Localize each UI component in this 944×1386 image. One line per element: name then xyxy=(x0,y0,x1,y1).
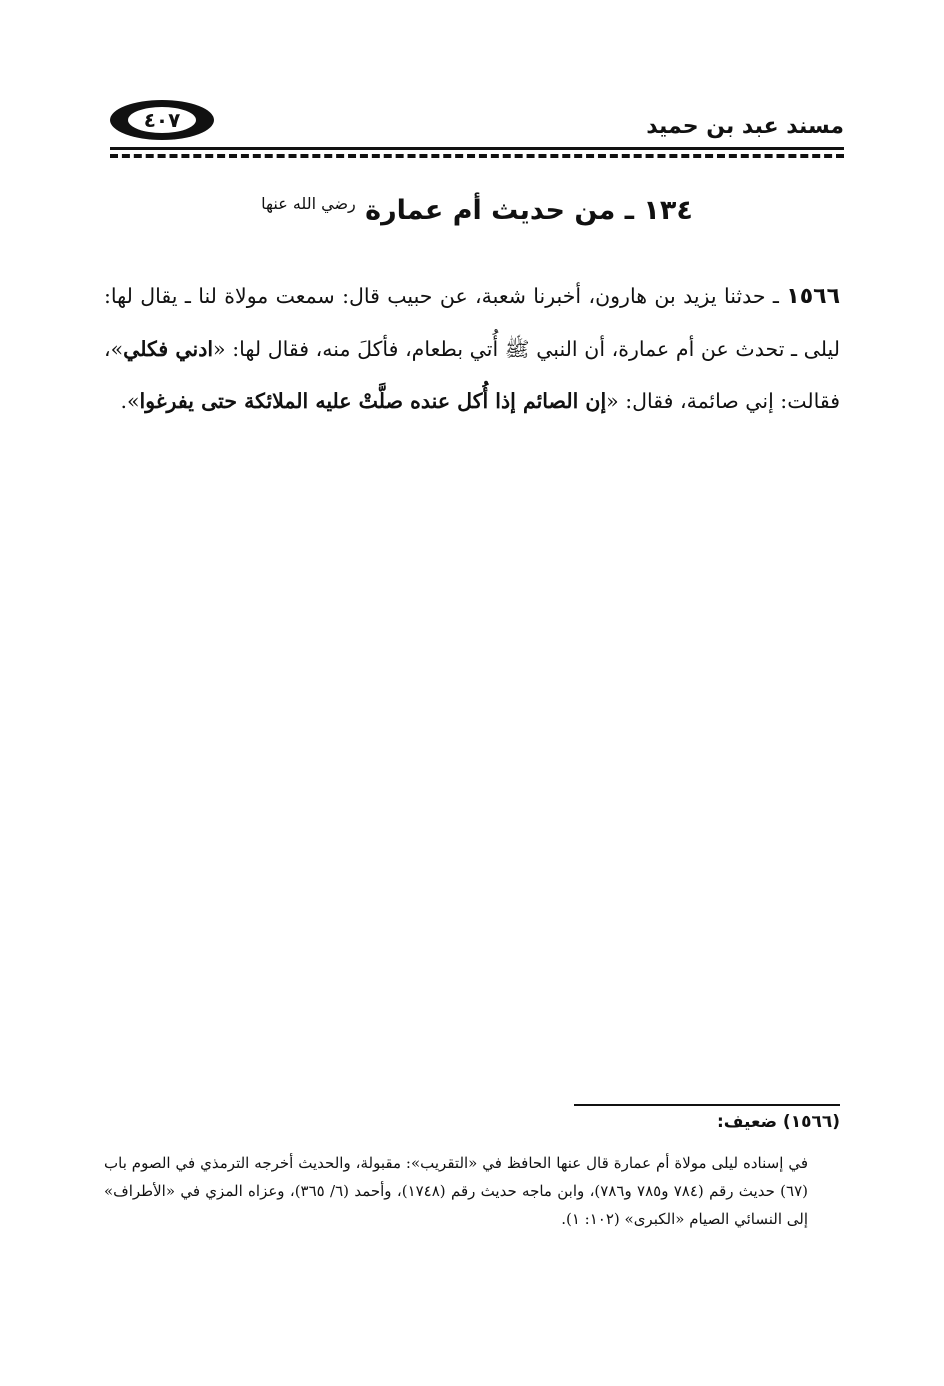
page-number: ٤٠٧ xyxy=(128,107,196,133)
hadith-text-part1: ـ حدثنا يزيد بن هارون، أخبرنا شعبة، عن حبيب قال: سمعت مولاة لنا ـ يقال لها: ليلى ـ تحدث عن أم عمارة، أن النبي ﷺ أُتي بطعام، فأكلَ منه، فقال لها: « xyxy=(104,284,840,361)
footnote-text: في إسناده ليلى مولاة أم عمارة قال عنها الحافظ في «التقريب»: مقبولة، والحديث أخرجه الترمذي في الصوم باب (٦٧) حديث رقم (٧٨٤ و٧٨٥ و٧٨٦)، وابن ماجه حديث رقم (١٧٤٨)، وأحمد (٦/ ٣٦٥)، وعزاه المزي في «الأطراف» إلى النسائي الصيام «الكبرى» (١٠٢: ١). xyxy=(104,1154,808,1228)
footnote-separator xyxy=(574,1104,840,1106)
hadith-text-part3: ». xyxy=(120,389,140,413)
page-header xyxy=(110,96,844,146)
honorific-mark: رضي الله عنها xyxy=(261,194,356,213)
book-title: مسند عبد بن حميد xyxy=(646,114,844,139)
header-rule xyxy=(110,147,844,150)
page-number-badge xyxy=(110,100,214,140)
hadith-number: ١٥٦٦ xyxy=(786,284,840,309)
footnote-heading: (١٥٦٦) ضعيف: xyxy=(717,1112,840,1132)
hadith-text xyxy=(104,270,840,427)
header-dashed-rule xyxy=(110,154,844,158)
hadith-text-part2: »، فقالت: إني صائمة، فقال: « xyxy=(104,337,840,413)
section-title xyxy=(110,194,844,226)
hadith-quote-1: ادني فكلي xyxy=(123,337,214,361)
section-title-text: ١٣٤ ـ من حديث أم عمارة xyxy=(365,195,693,226)
hadith-quote-2: إن الصائم إذا أُكل عنده صلَّتْ عليه الملائكة حتى يفرغوا xyxy=(139,389,607,413)
